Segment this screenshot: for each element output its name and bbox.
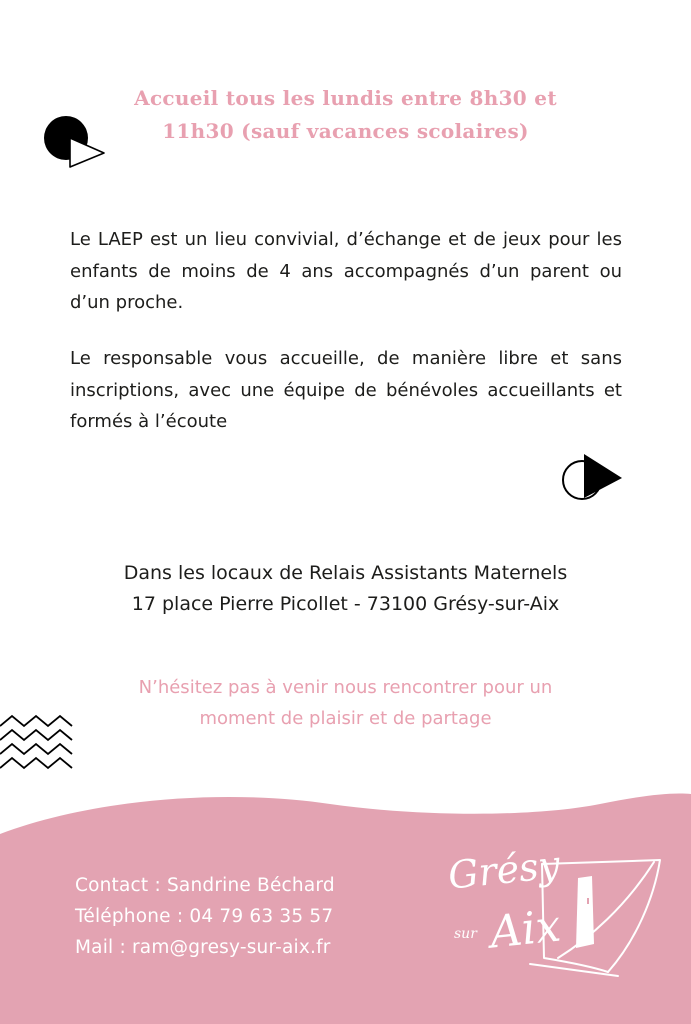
logo-aix-text: Aix <box>487 900 564 959</box>
contact-phone: Téléphone : 04 79 63 35 57 <box>75 906 334 927</box>
address-line-1: Dans les locaux de Relais Assistants Maternels <box>123 562 568 584</box>
contact-block <box>75 870 335 963</box>
headline <box>60 82 631 148</box>
contact-mail[interactable]: Mail : ram@gresy-sur-aix.fr <box>75 937 331 958</box>
invite-text <box>60 672 631 734</box>
zigzag-icon <box>0 712 76 772</box>
circle-play-icon-top <box>40 112 110 172</box>
address-block <box>60 558 631 620</box>
circle-play-icon-right <box>558 450 628 506</box>
contact-name: Contact : Sandrine Béchard <box>75 875 335 896</box>
logo-gresy-text: Grésy <box>446 842 562 898</box>
headline-line-2: 11h30 (sauf vacances scolaires) <box>162 119 529 143</box>
invite-line-1: N’hésitez pas à venir nous rencontrer pour un <box>138 677 553 698</box>
address-line-2: 17 place Pierre Picollet - 73100 Grésy-sur-Aix <box>131 593 560 615</box>
invite-line-2: moment de plaisir et de partage <box>199 708 492 729</box>
logo-sur-text: sur <box>454 926 477 942</box>
intro-paragraph-2: Le responsable vous accueille, de manière libre et sans inscriptions, avec une équipe de bénévoles accueillants et formés à l’écoute <box>70 348 622 432</box>
gresy-sur-aix-logo <box>440 842 670 978</box>
intro-paragraph-1: Le LAEP est un lieu convivial, d’échange et de jeux pour les enfants de moins de 4 ans accompagnés d’un parent ou d’un proche. <box>70 229 622 313</box>
headline-line-1: Accueil tous les lundis entre 8h30 et <box>134 86 557 110</box>
